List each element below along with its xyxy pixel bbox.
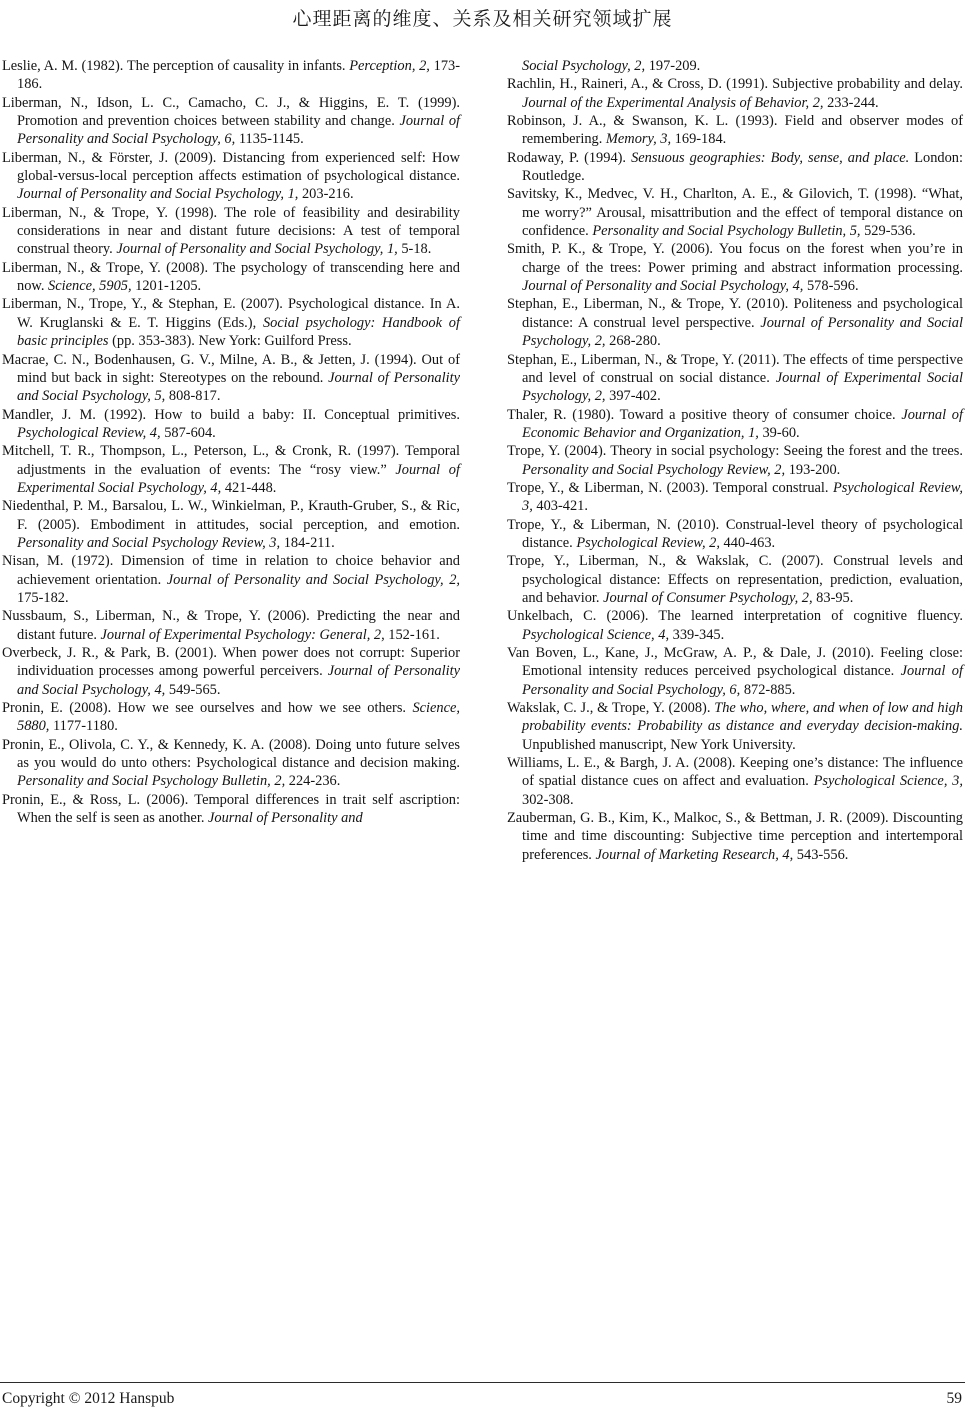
reference-item: Niedenthal, P. M., Barsalou, L. W., Winkielman, P., Krauth-Gruber, S., & Ric, F. (2005). Embodiment in attitudes, social perception, and emotion. Personality and Social Psychology Review, 3, 184-211. <box>2 498 460 551</box>
reference-item: Mitchell, T. R., Thompson, L., Peterson, L., & Cronk, R. (1997). Temporal adjustments in the evaluation of events: The “rosy view.” Journal of Experimental Social Psychology, 4, 421-448. <box>2 443 460 496</box>
reference-item: Pronin, E., & Ross, L. (2006). Temporal differences in trait self ascription: When the self is seen as another. Journal of Personality and <box>2 791 460 827</box>
reference-item: Leslie, A. M. (1982). The perception of causality in infants. Perception, 2, 173-186. <box>2 58 460 93</box>
reference-item: Liberman, N., & Trope, Y. (2008). The psychology of transcending here and now. Science, 5905, 1201-1205. <box>2 259 460 295</box>
reference-item: Robinson, J. A., & Swanson, K. L. (1993). Field and observer modes of remembering. Memory, 3, 169-184. <box>507 113 963 148</box>
reference-item: Social Psychology, 2, 197-209. <box>522 58 701 74</box>
reference-item: Unkelbach, C. (2006). The learned interpretation of cognitive fluency. Psychological Science, 4, 339-345. <box>507 608 963 643</box>
reference-item: Trope, Y., Liberman, N., & Wakslak, C. (2007). Construal levels and psychological distance: Effects on representation, prediction, evaluation, and behavior. Journal of Consumer Psychology, 2, 83-95. <box>507 553 963 606</box>
reference-item: Stephan, E., Liberman, N., & Trope, Y. (2011). The effects of time perspective and level of construal on social distance. Journal of Experimental Social Psychology, 2, 397-402. <box>507 351 963 405</box>
reference-item: Van Boven, L., Kane, J., McGraw, A. P., & Dale, J. (2010). Feeling close: Emotional intensity reduces perceived psychological distance. Journal of Personality and Social Psychology, 6, 872-885. <box>507 645 963 698</box>
reference-item: Macrae, C. N., Bodenhausen, G. V., Milne, A. B., & Jetten, J. (1994). Out of mind but back in sight: Stereotypes on the rebound. Journal of Personality and Social Psychology, 5, 808-817. <box>2 351 460 405</box>
reference-item: Savitsky, K., Medvec, V. H., Charlton, A. E., & Gilovich, T. (1998). “What, me worry?” Arousal, misattribution and the effect of temporal distance on confidence. Personality and Social Psychology Bulletin, 5, 529-536. <box>507 186 963 240</box>
page-footer <box>0 1382 965 1408</box>
references-section <box>2 57 963 864</box>
reference-item: Liberman, N., & Förster, J. (2009). Distancing from experienced self: How global-versus-local perception affects estimation of psychological distance. Journal of Personality and Social Psychology, 1, 203-216. <box>2 149 460 203</box>
reference-item: Liberman, N., & Trope, Y. (1998). The role of feasibility and desirability considerations in near and distant future decisions: A test of temporal construal theory. Journal of Personality and Social Psychology, 1, 5-18. <box>2 204 460 258</box>
reference-item: Liberman, N., Idson, L. C., Camacho, C. J., & Higgins, E. T. (1999). Promotion and prevention choices between stability and change. Journal of Personality and Social Psychology, 6, 1135-1145. <box>2 94 461 148</box>
reference-item: Pronin, E. (2008). How we see ourselves and how we see others. Science, 5880, 1177-1180. <box>2 700 460 735</box>
page-number: 59 <box>946 1390 962 1407</box>
reference-item: Zauberman, G. B., Kim, K., Malkoc, S., & Bettman, J. R. (2009). Discounting time and time discounting: Subjective time perception and intertemporal preferences. Journal of Marketing Research, 4, 543-556. <box>507 810 963 863</box>
reference-item: Stephan, E., Liberman, N., & Trope, Y. (2010). Politeness and psychological distance: A construal level perspective. Journal of Personality and Social Psychology, 2, 268-280. <box>507 296 963 350</box>
reference-item: Thaler, R. (1980). Toward a positive theory of consumer choice. Journal of Economic Behavior and Organization, 1, 39-60. <box>507 406 964 441</box>
reference-item: Trope, Y., & Liberman, N. (2003). Temporal construal. Psychological Review, 3, 403-421. <box>507 479 964 515</box>
reference-item: Smith, P. K., & Trope, Y. (2006). You focus on the forest when you’re in charge of the trees: Power priming and abstract information processing. Journal of Personality and Social Psychology, 4, 578-596. <box>507 241 963 295</box>
page-title: 心理距离的维度、关系及相关研究领域扩展 <box>292 9 673 30</box>
reference-item: Nisan, M. (1972). Dimension of time in relation to choice behavior and achievement orientation. Journal of Personality and Social Psychology, 2, 175-182. <box>2 553 460 606</box>
reference-item: Trope, Y., & Liberman, N. (2010). Construal-level theory of psychological distance. Psychological Review, 2, 440-463. <box>507 516 963 551</box>
reference-item: Pronin, E., Olivola, C. Y., & Kennedy, K. A. (2008). Doing unto future selves as you would do unto others: Psychological distance and decision making. Personality and Social Psychology Bulletin, 2, 224-236. <box>2 736 460 790</box>
references-column-left <box>2 57 460 864</box>
reference-item: Rodaway, P. (1994). Sensuous geographies: Body, sense, and place. London: Routledge. <box>507 149 963 185</box>
reference-item: Nussbaum, S., Liberman, N., & Trope, Y. (2006). Predicting the near and distant future. Journal of Experimental Psychology: General, 2, 152-161. <box>2 608 460 643</box>
copyright-text: Copyright © 2012 Hanspub <box>2 1390 175 1407</box>
reference-item: Overbeck, J. R., & Park, B. (2001). When power does not corrupt: Superior individuation processes among powerful perceivers. Journal of Personality and Social Psychology, 4, 549-565. <box>2 645 460 698</box>
page-header <box>0 4 965 31</box>
references-column-right <box>507 57 963 864</box>
reference-item: Wakslak, C. J., & Trope, Y. (2008). The who, where, and when of low and high probability events: Probability as distance and everyday decision-making. Unpublished manuscript, New York University. <box>507 700 963 753</box>
reference-item: Rachlin, H., Raineri, A., & Cross, D. (1991). Subjective probability and delay. Journal of the Experimental Analysis of Behavior, 2, 233-244. <box>507 76 963 111</box>
reference-item: Trope, Y. (2004). Theory in social psychology: Seeing the forest and the trees. Personality and Social Psychology Review, 2, 193-200. <box>507 443 963 478</box>
footer-row <box>0 1383 965 1408</box>
reference-item: Liberman, N., Trope, Y., & Stephan, E. (2007). Psychological distance. In A. W. Kruglanski & E. T. Higgins (Eds.), Social psychology: Handbook of basic principles (pp. 353-383). New York: Guilford Press. <box>2 296 461 350</box>
reference-item: Mandler, J. M. (1992). How to build a baby: II. Conceptual primitives. Psychological Review, 4, 587-604. <box>2 406 460 441</box>
reference-item: Williams, L. E., & Bargh, J. A. (2008). Keeping one’s distance: The influence of spatial distance cues on affect and evaluation. Psychological Science, 3, 302-308. <box>507 755 963 808</box>
